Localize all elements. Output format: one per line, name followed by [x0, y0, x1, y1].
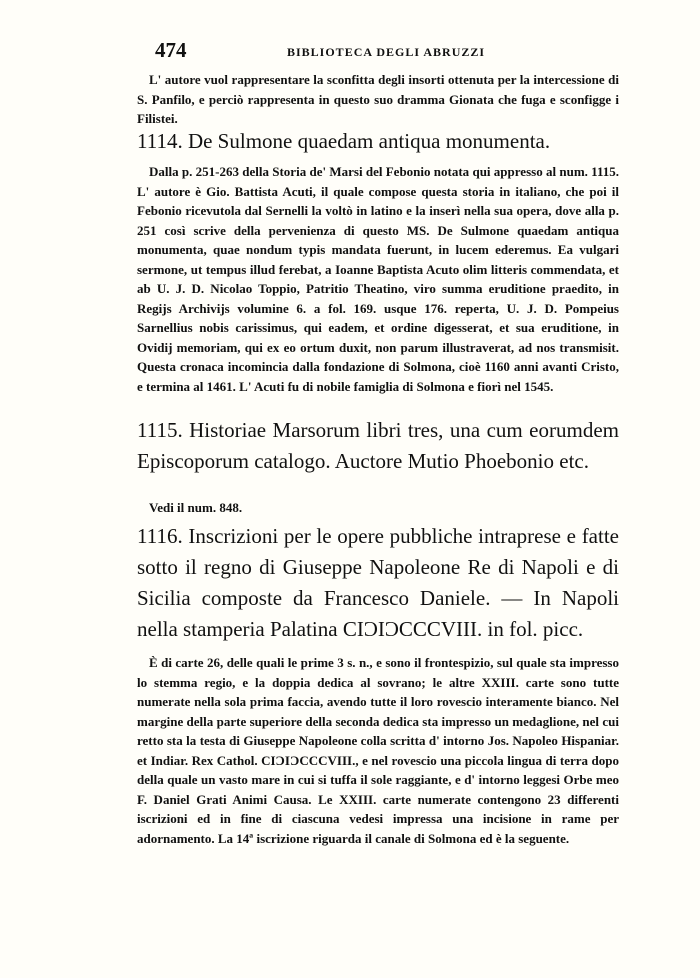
entry-1115-body: Vedi il num. 848.: [149, 500, 243, 515]
entry-1115-heading: 1115. Historiae Marsorum libri tres, una cum eorumdem Episcoporum catalogo. Auctore Mutio Phoebonio etc.: [137, 418, 619, 473]
running-title: BIBLIOTECA DEGLI ABRUZZI: [287, 45, 486, 59]
page-header: [155, 38, 575, 64]
entry-1114-heading: 1114. De Sulmone quaedam antiqua monumenta.: [137, 129, 551, 153]
intro-paragraph: L' autore vuol rappresentare la sconfitta degli insorti ottenuta per la intercessione di S. Panfilo, e perciò rappresenta in questo suo dramma Gionata che fuga e sconfigge i Filistei.: [137, 72, 619, 126]
entry-1114-body: Dalla p. 251-263 della Storia de' Marsi del Febonio notata qui appresso al num. 1115. L' autore è Gio. Battista Acuti, il quale compose questa storia in italiano, che poi il Febonio ricevutola dal Sernelli la voltò in latino e la inserì nella sua opera, dove alla p. 251 così scrive della pervenienza di questo MS. De Sulmone quaedam antiqua monumenta, quae nondum typis mandata fuerunt, in lucem ederemus. Ea vulgari sermone, ut tempus illud ferebat, a Ioanne Baptista Acuto olim litteris commendata, et ab U. J. D. Nicolao Toppio, Patritio Theatino, viro summa eruditione praedito, in Regijs Archivijs volumine 6. a fol. 169. usque 176. reperta, U. J. D. Pompeius Sarnellius nobis carissimus, qui eadem, et ordine digesserat, et sua eruditione, in Ovidij memoriam, qui ex eo ortum duxit, non parum illustraverat, ad nos transmisit. Questa cronaca incomincia dalla fondazione di Solmona, cioè 1160 anni avanti Cristo, e termina al 1461. L' Acuti fu di nobile famiglia di Solmona e fiorì nel 1545.: [137, 164, 619, 394]
page-number: 474: [155, 38, 187, 62]
entry-1116-heading: 1116. Inscrizioni per le opere pubbliche intraprese e fatte sotto il regno di Giuseppe Napoleone Re di Napoli e di Sicilia composte da Francesco Daniele. — In Napoli nella stamperia Palatina CIϽIϽCCCVIII. in fol. picc.: [137, 524, 619, 641]
entry-1116-body: È di carte 26, delle quali le prime 3 s. n., e sono il frontespizio, sul quale sta impresso lo stemma regio, e la doppia dedica al sovrano; le altre XXIII. carte sono tutte numerate nella sola prima faccia, avendo tutte il loro rovescio interamente bianco. Nel margine della parte superiore della seconda dedica sta impresso un medaglione, nel cui retto sta la testa di Giuseppe Napoleone colla scritta d' intorno Jos. Napoleo Hispaniar. et Indiar. Rex Cathol. CIϽIϽCCCVIII., e nel rovescio una piccola lingua di terra dopo della quale un vasto mare in cui si tuffa il sole raggiante, e d' intorno leggesi Orbe meo F. Daniel Grati Animi Causa. Le XXIII. carte numerate contengono 23 differenti iscrizioni ed in fine di ciascuna vedesi impressa una incisione in rame per adornamento. La 14ª iscrizione riguarda il canale di Solmona ed è la seguente.: [137, 655, 619, 846]
